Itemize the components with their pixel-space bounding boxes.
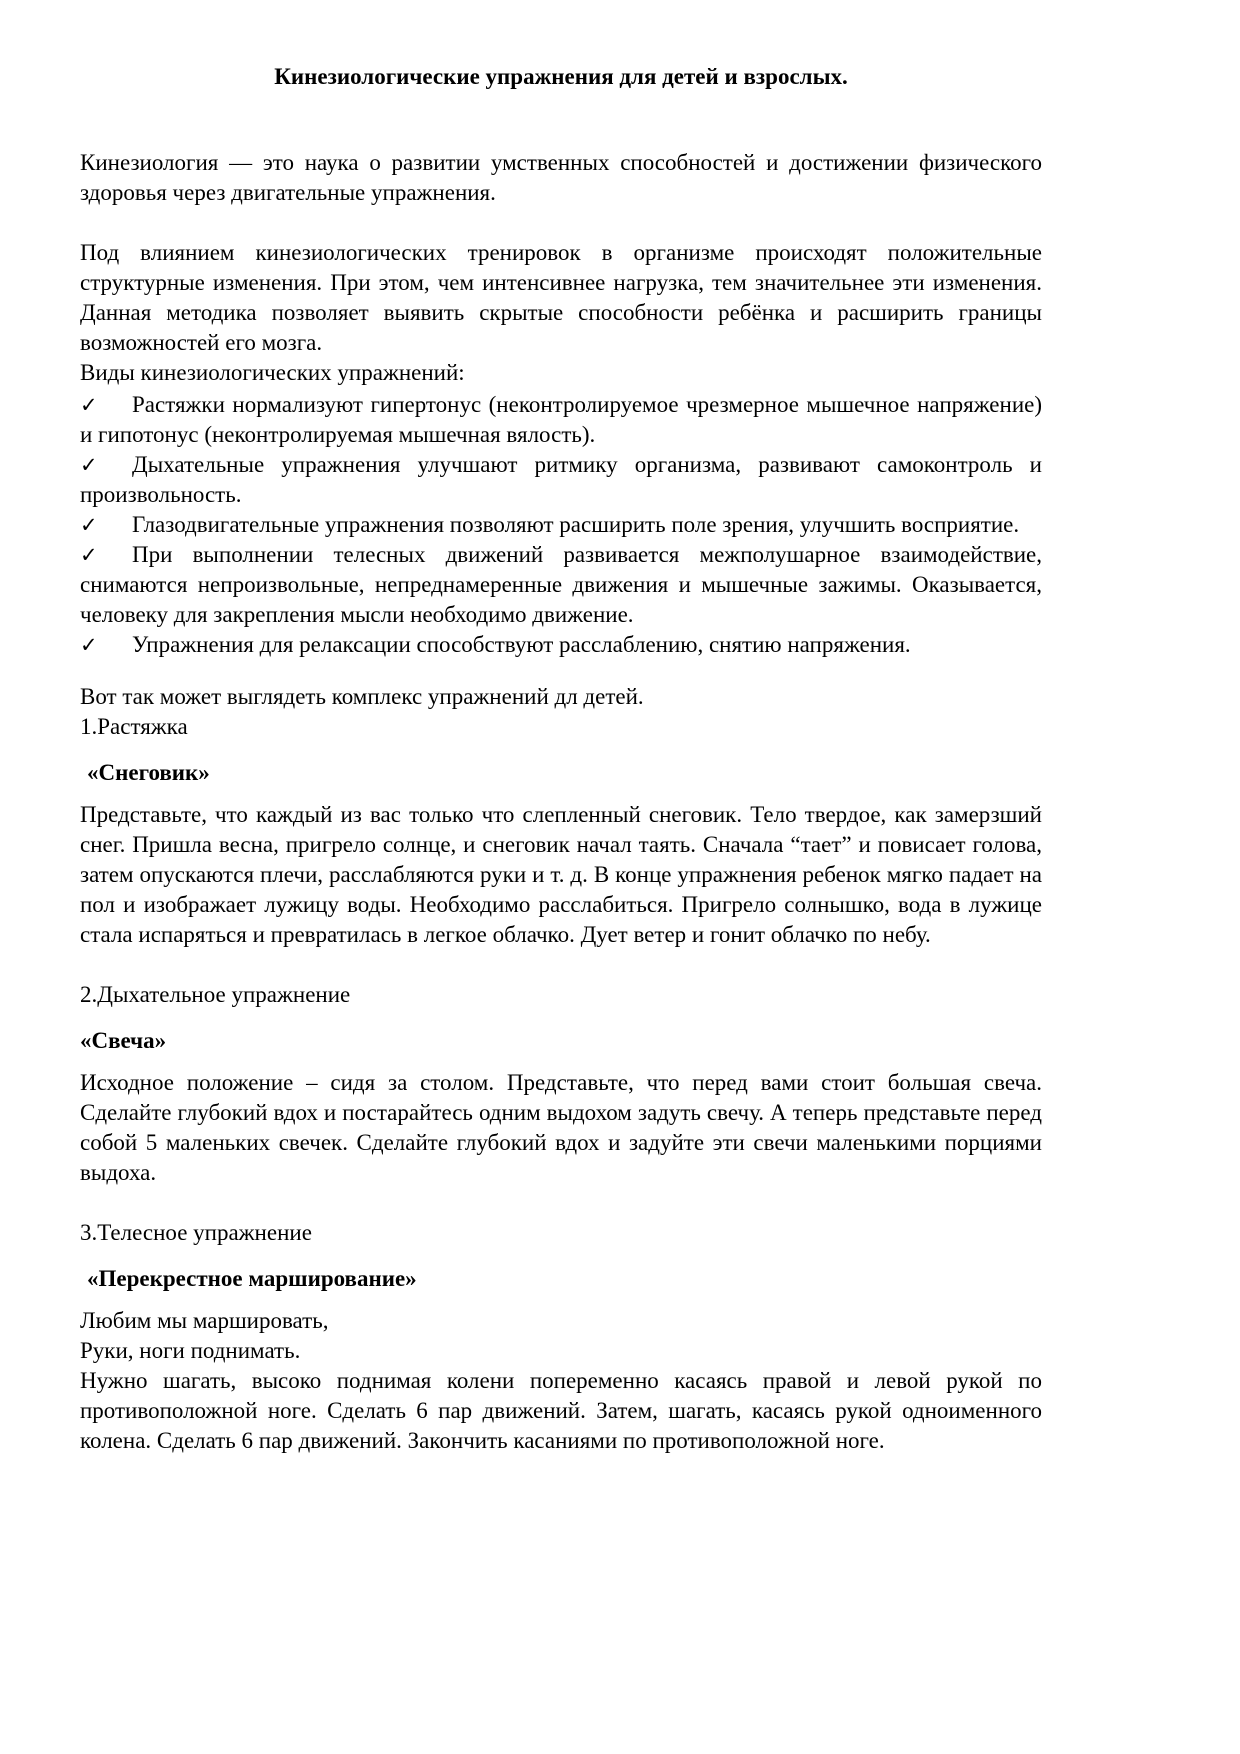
checkmark-icon: ✓: [80, 393, 98, 417]
bullet-text: Глазодвигательные упражнения позволяют расширить поле зрения, улучшить восприятие.: [132, 512, 1020, 537]
list-item: [80, 630, 1042, 660]
bullet-text: Дыхательные упражнения улучшают ритмику организма, развивают самоконтроль и произвольность.: [80, 452, 1042, 507]
section-label-body-exercise: 3.Телесное упражнение: [80, 1220, 312, 1245]
section-body-cross-marching: Нужно шагать, высоко поднимая колени попеременно касаясь правой и левой рукой по противоположной ноге. Сделать 6 пар движений. Затем, шагать, касаясь рукой одноименного колена. Сделать 6 пар движений. Закончить касаниями по противоположной ноге.: [80, 1368, 1042, 1453]
overview-block: [80, 238, 1042, 388]
overview-paragraph: Под влиянием кинезиологических тренировок в организме происходят положительные структурные изменения. При этом, чем интенсивнее нагрузка, тем значительнее эти изменения. Данная методика позволяет выявить скрытые способности ребёнка и расширить границы возможностей его мозга.: [80, 240, 1042, 355]
section-heading-snowman: «Снеговик»: [87, 760, 210, 785]
checkmark-icon: ✓: [80, 633, 98, 657]
checkmark-icon: ✓: [80, 543, 98, 567]
section-label-breathing: 2.Дыхательное упражнение: [80, 982, 351, 1007]
intro-paragraph: Кинезиология — это наука о развитии умственных способностей и достижении физического здоровья через двигательные упражнения.: [80, 150, 1042, 205]
checkmark-icon: ✓: [80, 453, 98, 477]
document-title: Кинезиологические упражнения для детей и взрослых.: [274, 64, 848, 89]
section-body-candle: Исходное положение – сидя за столом. Представьте, что перед вами стоит большая свеча. Сделайте глубокий вдох и постарайтесь одним выдохом задуть свечу. А теперь представьте перед собой 5 маленьких свечек. Сделайте глубокий вдох и задуйте эти свечи маленькими порциями выдоха.: [80, 1070, 1042, 1185]
list-item: [80, 450, 1042, 510]
list-item: [80, 540, 1042, 630]
complex-intro: Вот так может выглядеть комплекс упражнений дл детей.: [80, 684, 644, 709]
bullet-text: При выполнении телесных движений развивается межполушарное взаимодействие, снимаются непроизвольные, непреднамеренные движения и мышечные зажимы. Оказывается, человеку для закрепления мысли необходимо движение.: [80, 542, 1042, 627]
bullet-text: Растяжки нормализуют гипертонус (неконтролируемое чрезмерное мышечное напряжение) и гипотонус (неконтролируемая мышечная вялость).: [80, 392, 1042, 447]
list-item: [80, 390, 1042, 450]
section-body-snowman: Представьте, что каждый из вас только что слепленный снеговик. Тело твердое, как замерзший снег. Пришла весна, пригрело солнце, и снеговик начал таять. Сначала “тает” и повисает голова, затем опускаются плечи, расслабляются руки и т. д. В конце упражнения ребенок мягко падает на пол и изображает лужицу воды. Необходимо расслабиться. Пригрело солнышко, вода в лужице стала испаряться и превратилась в легкое облачко. Дует ветер и гонит облачко по небу.: [80, 802, 1042, 947]
checkmark-icon: ✓: [80, 513, 98, 537]
verse-line: Любим мы маршировать,: [80, 1308, 329, 1333]
section-heading-candle: «Свеча»: [80, 1028, 167, 1053]
types-label: Виды кинезиологических упражнений:: [80, 360, 465, 385]
section-heading-cross-marching: «Перекрестное марширование»: [87, 1266, 417, 1291]
exercise-types-list: [80, 390, 1042, 660]
section-label-stretching: 1.Растяжка: [80, 714, 188, 739]
list-item: [80, 510, 1042, 540]
bullet-text: Упражнения для релаксации способствуют расслаблению, снятию напряжения.: [132, 632, 911, 657]
verse-line: Руки, ноги поднимать.: [80, 1338, 301, 1363]
